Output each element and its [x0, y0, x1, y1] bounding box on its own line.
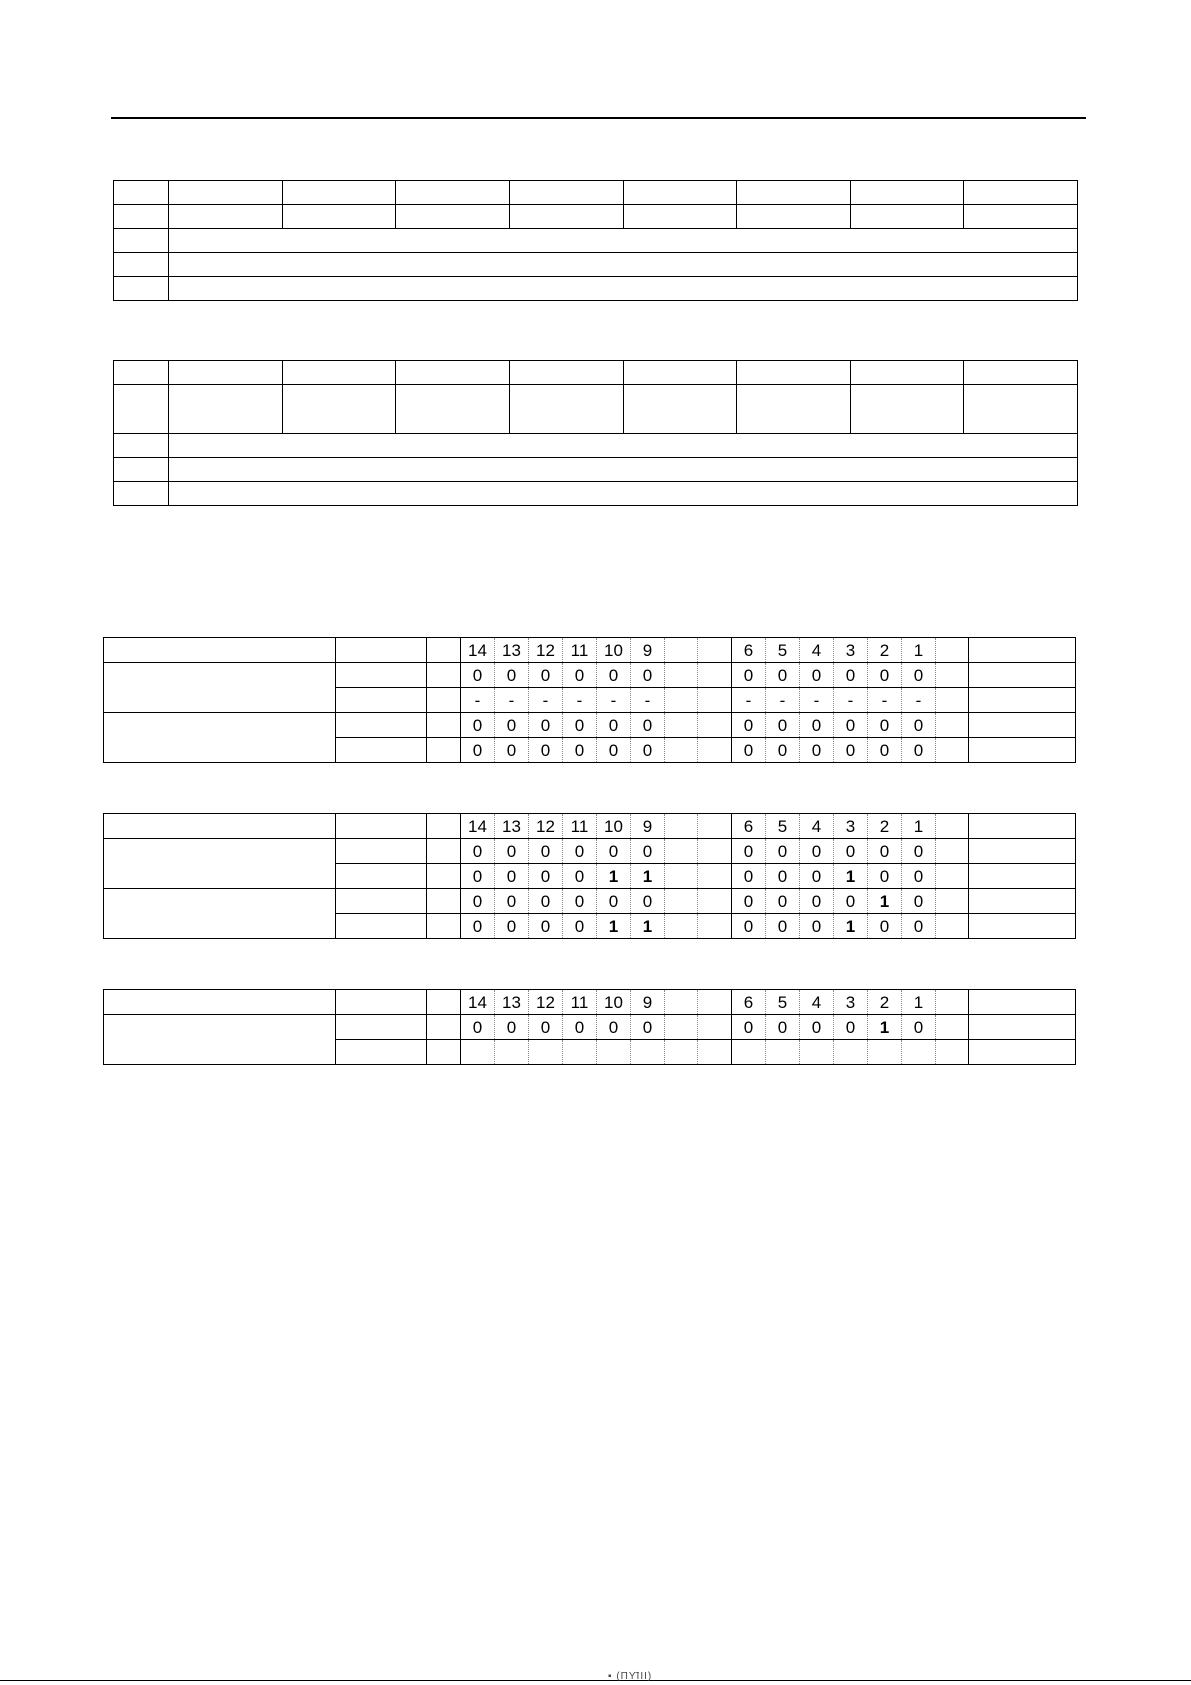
bit-cell [597, 1040, 631, 1065]
bit-cell: 0 [732, 839, 766, 864]
bit-cell [665, 663, 698, 688]
bit-row [104, 713, 1076, 738]
bit-header: 1 [902, 814, 936, 839]
bit-cell: 0 [868, 738, 902, 763]
bit-header-row [104, 638, 1076, 663]
bit-header: 10 [597, 638, 631, 663]
bit-cell: 0 [732, 713, 766, 738]
bit-cell: 0 [495, 839, 529, 864]
bit-cell: 0 [495, 914, 529, 939]
bit-cell [495, 1040, 529, 1065]
bit-header [665, 814, 698, 839]
bit-cell: 0 [800, 914, 834, 939]
bit-row [104, 839, 1076, 864]
bit-row [104, 1015, 1076, 1040]
bit-cell [665, 1040, 698, 1065]
bit-cell: 0 [529, 713, 563, 738]
bit-cell: 0 [902, 738, 936, 763]
bit-header: 3 [834, 814, 868, 839]
bit-cell: 0 [766, 1015, 800, 1040]
bit-cell: 0 [495, 663, 529, 688]
bit-cell [698, 713, 732, 738]
bit-cell: 0 [732, 738, 766, 763]
bit-cell: 0 [461, 738, 495, 763]
bit-header [698, 990, 732, 1015]
bit-table-a [103, 637, 1076, 763]
bit-header: 12 [529, 990, 563, 1015]
register-bits-row [114, 385, 1078, 434]
bit-cell: 1 [597, 914, 631, 939]
bit-cell: 0 [868, 864, 902, 889]
bit-cell: 0 [529, 889, 563, 914]
bit-cell [868, 1040, 902, 1065]
bit-cell: 0 [461, 889, 495, 914]
bit-header: 14 [461, 990, 495, 1015]
bit-cell [665, 889, 698, 914]
bit-cell [800, 1040, 834, 1065]
bit-cell: 0 [597, 738, 631, 763]
bit-header: 5 [766, 638, 800, 663]
bit-header: 5 [766, 990, 800, 1015]
bit-cell: - [732, 688, 766, 713]
bit-header: 13 [495, 814, 529, 839]
bit-cell [665, 864, 698, 889]
bit-cell: 0 [597, 663, 631, 688]
bit-cell: 0 [495, 713, 529, 738]
bit-cell: - [563, 688, 597, 713]
bit-cell: 0 [495, 864, 529, 889]
bit-cell: 0 [834, 839, 868, 864]
bit-cell: 0 [732, 864, 766, 889]
bit-cell: 0 [563, 914, 597, 939]
bit-cell: 0 [800, 889, 834, 914]
bit-cell: 0 [732, 1015, 766, 1040]
bit-cell: - [766, 688, 800, 713]
bit-cell: 0 [631, 1015, 665, 1040]
bit-cell: 0 [461, 713, 495, 738]
bit-cell: 0 [834, 663, 868, 688]
bit-header: 4 [800, 638, 834, 663]
bit-cell: 0 [563, 713, 597, 738]
bit-cell: 0 [902, 713, 936, 738]
bit-header: 9 [631, 814, 665, 839]
register-span-row [114, 277, 1078, 301]
bit-cell: 0 [868, 713, 902, 738]
bit-header: 1 [902, 638, 936, 663]
bit-header: 12 [529, 814, 563, 839]
bit-header: 14 [461, 638, 495, 663]
bit-cell: 1 [597, 864, 631, 889]
bit-header [698, 638, 732, 663]
bit-cell: 0 [834, 738, 868, 763]
bit-cell [698, 839, 732, 864]
bit-cell: 0 [800, 738, 834, 763]
bit-cell: 0 [563, 738, 597, 763]
bit-cell: 0 [563, 839, 597, 864]
bit-header [665, 990, 698, 1015]
bit-cell: 0 [461, 663, 495, 688]
bit-header: 5 [766, 814, 800, 839]
bit-cell: 0 [631, 713, 665, 738]
bit-cell: 0 [902, 914, 936, 939]
bit-cell: 0 [902, 1015, 936, 1040]
bit-cell: - [902, 688, 936, 713]
bit-header: 4 [800, 990, 834, 1015]
bit-header: 4 [800, 814, 834, 839]
bit-header [698, 814, 732, 839]
register-table-b [113, 360, 1078, 506]
bit-header: 2 [868, 638, 902, 663]
bit-cell [698, 688, 732, 713]
bit-cell [665, 839, 698, 864]
register-span-row [114, 434, 1078, 458]
bit-row [104, 889, 1076, 914]
bit-cell: 0 [563, 1015, 597, 1040]
bit-cell: 1 [631, 914, 665, 939]
bit-cell: 0 [732, 914, 766, 939]
bit-cell [461, 1040, 495, 1065]
bit-cell [665, 738, 698, 763]
bit-header: 10 [597, 990, 631, 1015]
bit-cell: - [597, 688, 631, 713]
bit-cell: 0 [834, 1015, 868, 1040]
bit-cell [732, 1040, 766, 1065]
bit-cell: 0 [766, 713, 800, 738]
bit-cell [698, 889, 732, 914]
bit-cell: 0 [766, 914, 800, 939]
register-span-row [114, 458, 1078, 482]
bit-cell: 0 [529, 839, 563, 864]
bit-cell: 0 [461, 1015, 495, 1040]
register-span-row [114, 482, 1078, 506]
bit-cell [631, 1040, 665, 1065]
bit-row [104, 663, 1076, 688]
bit-cell [902, 1040, 936, 1065]
bit-cell: - [529, 688, 563, 713]
bit-cell: 0 [597, 713, 631, 738]
bit-cell: 1 [834, 864, 868, 889]
bit-cell: 0 [766, 839, 800, 864]
bit-cell: 0 [495, 738, 529, 763]
bit-cell: 0 [529, 1015, 563, 1040]
bit-cell: 0 [766, 889, 800, 914]
bit-cell: 0 [834, 713, 868, 738]
bit-cell: 0 [631, 839, 665, 864]
bit-header: 2 [868, 990, 902, 1015]
bit-cell [698, 738, 732, 763]
bit-cell: 1 [868, 1015, 902, 1040]
bit-cell [834, 1040, 868, 1065]
bit-header: 9 [631, 638, 665, 663]
bit-cell: 0 [902, 839, 936, 864]
bit-cell: - [834, 688, 868, 713]
bit-cell: 0 [902, 663, 936, 688]
bit-cell: 1 [868, 889, 902, 914]
bit-cell: 0 [631, 889, 665, 914]
register-bits-row [114, 205, 1078, 229]
bit-cell [698, 663, 732, 688]
bit-cell: 0 [631, 738, 665, 763]
bit-cell: - [495, 688, 529, 713]
bit-header: 3 [834, 990, 868, 1015]
header-rule [111, 117, 1086, 119]
bit-cell: 0 [868, 663, 902, 688]
bit-header: 6 [732, 990, 766, 1015]
bit-header: 11 [563, 814, 597, 839]
bit-header: 14 [461, 814, 495, 839]
bit-cell [563, 1040, 597, 1065]
register-header-row [114, 181, 1078, 205]
bit-cell: 0 [800, 663, 834, 688]
bit-header: 13 [495, 638, 529, 663]
bit-cell [665, 1015, 698, 1040]
bit-cell: 0 [597, 889, 631, 914]
bit-cell [698, 864, 732, 889]
bit-cell: 0 [868, 839, 902, 864]
bit-header: 3 [834, 638, 868, 663]
bit-cell: 0 [800, 1015, 834, 1040]
register-span-row [114, 253, 1078, 277]
bit-cell: 0 [529, 864, 563, 889]
bit-header-row [104, 814, 1076, 839]
bit-cell: 0 [834, 889, 868, 914]
bit-cell: 0 [732, 889, 766, 914]
bit-cell: 0 [563, 889, 597, 914]
bit-header: 1 [902, 990, 936, 1015]
bit-cell: - [631, 688, 665, 713]
bit-table-b [103, 813, 1076, 939]
bit-cell: 0 [766, 864, 800, 889]
bit-header: 11 [563, 990, 597, 1015]
bit-cell [698, 914, 732, 939]
bit-cell: - [461, 688, 495, 713]
footer-mark: ▪ (ΠΥ̃ΙΙΙ) [608, 1671, 653, 1682]
bit-cell [665, 914, 698, 939]
footer-rule [0, 1680, 1191, 1681]
bit-cell: 0 [563, 663, 597, 688]
bit-cell: 0 [868, 914, 902, 939]
bit-cell: 0 [902, 889, 936, 914]
bit-cell: 0 [597, 839, 631, 864]
bit-header: 11 [563, 638, 597, 663]
bit-cell: 0 [461, 864, 495, 889]
bit-cell: 0 [495, 889, 529, 914]
bit-cell [698, 1040, 732, 1065]
bit-cell [698, 1015, 732, 1040]
bit-header: 13 [495, 990, 529, 1015]
bit-cell: 1 [834, 914, 868, 939]
bit-header-row [104, 990, 1076, 1015]
register-header-row [114, 361, 1078, 385]
bit-header: 2 [868, 814, 902, 839]
bit-cell: - [868, 688, 902, 713]
bit-cell: 0 [597, 1015, 631, 1040]
bit-cell: 0 [495, 1015, 529, 1040]
bit-cell: 0 [902, 864, 936, 889]
bit-cell: - [800, 688, 834, 713]
bit-cell: 0 [800, 839, 834, 864]
bit-cell: 0 [529, 738, 563, 763]
bit-cell [665, 688, 698, 713]
bit-cell: 0 [766, 663, 800, 688]
register-table-a [113, 180, 1078, 301]
bit-header: 10 [597, 814, 631, 839]
bit-cell [665, 713, 698, 738]
bit-cell: 0 [529, 914, 563, 939]
bit-cell: 0 [529, 663, 563, 688]
bit-header: 6 [732, 638, 766, 663]
bit-cell [766, 1040, 800, 1065]
bit-cell [529, 1040, 563, 1065]
bit-cell: 0 [800, 713, 834, 738]
bit-cell: 0 [631, 663, 665, 688]
bit-header: 12 [529, 638, 563, 663]
bit-cell: 0 [766, 738, 800, 763]
bit-cell: 0 [800, 864, 834, 889]
bit-header: 9 [631, 990, 665, 1015]
bit-cell: 0 [563, 864, 597, 889]
bit-header [665, 638, 698, 663]
bit-cell: 0 [461, 914, 495, 939]
bit-header: 6 [732, 814, 766, 839]
bit-cell: 0 [461, 839, 495, 864]
register-span-row [114, 229, 1078, 253]
bit-cell: 1 [631, 864, 665, 889]
bit-cell: 0 [732, 663, 766, 688]
bit-table-c [103, 989, 1076, 1065]
